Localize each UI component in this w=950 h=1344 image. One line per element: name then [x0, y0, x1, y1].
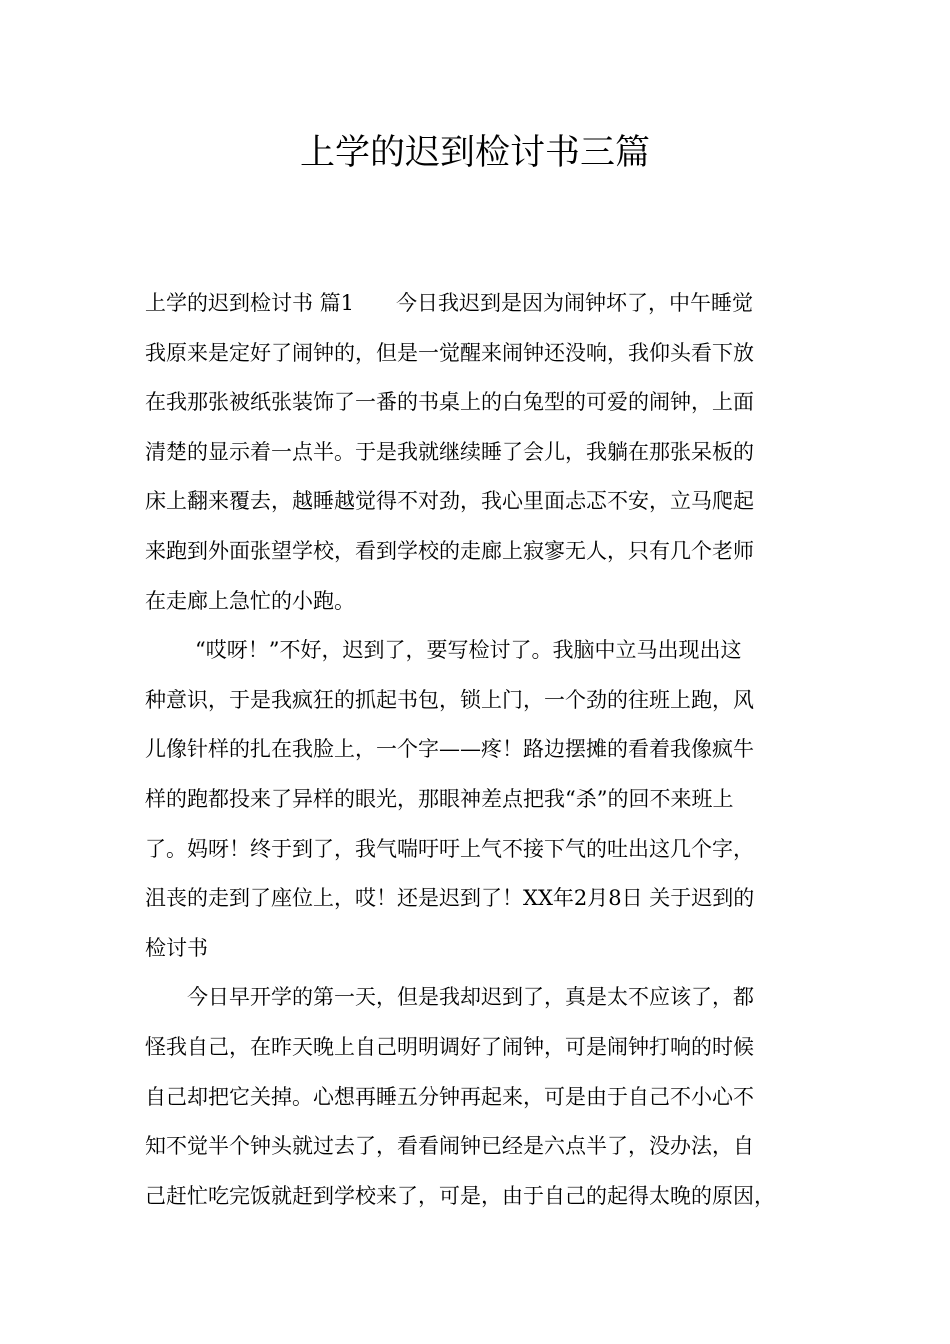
text-line: 清楚的显示着一点半。于是我就继续睡了会儿，我躺在那张呆板的 — [145, 439, 754, 464]
text-line: 我原来是定好了闹钟的，但是一觉醒来闹钟还没响，我仰头看下放 — [145, 340, 754, 365]
text-line: 知不觉半个钟头就过去了，看看闹钟已经是六点半了，没办法，自 — [145, 1134, 754, 1159]
text-line: 床上翻来覆去，越睡越觉得不对劲，我心里面忐忑不安，立马爬起 — [145, 489, 754, 514]
text-line-indented: “哎呀！”不好，迟到了，要写检讨了。我脑中立马出现出这 — [195, 638, 742, 663]
text-line: 种意识，于是我疯狂的抓起书包，锁上门，一个劲的往班上跑，风 — [145, 687, 754, 712]
text-line: 了。妈呀！终于到了，我气喘吁吁上气不接下气的吐出这几个字， — [145, 836, 754, 861]
text-line: 样的跑都投来了异样的眼光，那眼神差点把我“杀”的回不来班上 — [145, 786, 734, 811]
document-body — [145, 279, 815, 1221]
text-line: 自己却把它关掉。心想再睡五分钟再起来，可是由于自己不小心不 — [145, 1084, 754, 1109]
text-line: 在我那张被纸张装饰了一番的书桌上的白兔型的可爱的闹钟，上面 — [145, 390, 754, 415]
text-line: 沮丧的走到了座位上，哎！还是迟到了！XX年2月8日 关于迟到的 — [145, 886, 755, 911]
text-line: 己赶忙吃完饭就赶到学校来了，可是，由于自己的起得太晚的原因， — [145, 1183, 775, 1208]
text-line: 来跑到外面张望学校，看到学校的走廊上寂寥无人，只有几个老师 — [145, 538, 754, 563]
text-line-indented: 今日早开学的第一天，但是我却迟到了，真是太不应该了，都 — [187, 985, 754, 1010]
text-line: 上学的迟到检讨书 篇1 今日我迟到是因为闹钟坏了，中午睡觉 — [145, 291, 754, 315]
text-line: 检讨书 — [145, 935, 208, 960]
text-line: 怪我自己，在昨天晚上自己明明调好了闹钟，可是闹钟打响的时候 — [145, 1034, 754, 1059]
text-line: 儿像针样的扎在我脸上，一个字——疼！路边摆摊的看着我像疯牛 — [145, 737, 754, 762]
document-title: 上学的迟到检讨书三篇 — [299, 133, 650, 173]
text-line: 在走廊上急忙的小跑。 — [145, 588, 355, 613]
